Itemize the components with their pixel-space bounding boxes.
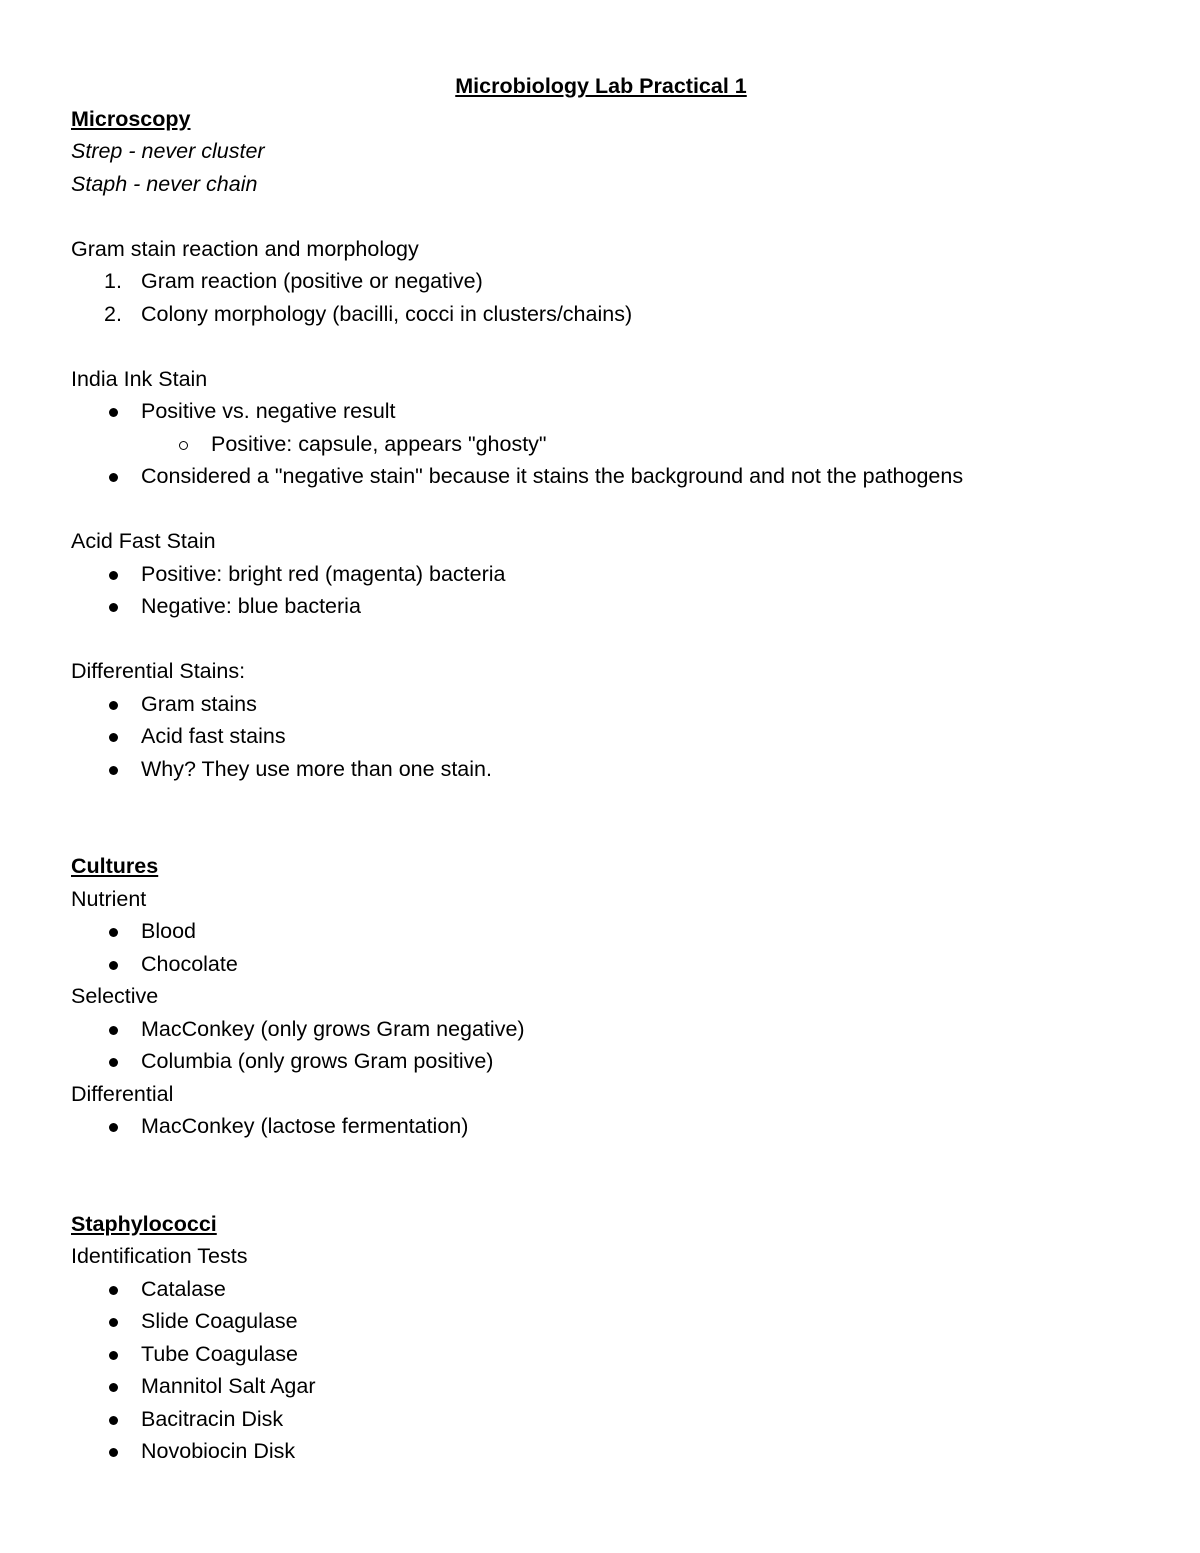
- list-item: [71, 1435, 1131, 1468]
- list-item-text: Positive: bright red (magenta) bacteria: [141, 561, 506, 586]
- bullet-icon: [109, 1416, 118, 1425]
- bullet-icon: [109, 1448, 118, 1457]
- label-nutrient: Nutrient: [71, 886, 147, 911]
- label-differential: Differential: [71, 1081, 174, 1106]
- list-item: [71, 590, 1131, 623]
- list-item: [71, 1045, 1131, 1078]
- list-item: [71, 558, 1131, 591]
- list-item-text: Gram reaction (positive or negative): [141, 269, 483, 293]
- list-item-text: Columbia (only grows Gram positive): [141, 1049, 494, 1073]
- list-item-text: Catalase: [141, 1276, 226, 1301]
- list-item: [71, 1403, 1131, 1436]
- bullet-icon: [109, 961, 118, 970]
- bullet-icon: [109, 1286, 118, 1295]
- note-staph: Staph - never chain: [71, 171, 258, 196]
- section-heading-microscopy: Microscopy: [71, 106, 191, 131]
- document-body: [71, 70, 1131, 1468]
- list-item: [71, 1013, 1131, 1046]
- bullet-icon: [109, 1383, 118, 1392]
- list-number: 1.: [104, 269, 122, 293]
- label-gram-stain: Gram stain reaction and morphology: [71, 236, 419, 261]
- list-item: [71, 1273, 1131, 1306]
- list-item: [71, 1110, 1131, 1143]
- list-subitem: [71, 428, 1131, 461]
- list-item: [71, 753, 1131, 786]
- list-item-text: Blood: [141, 919, 196, 943]
- list-item: [71, 395, 1131, 428]
- bullet-icon: [109, 408, 118, 417]
- list-item-text: Colony morphology (bacilli, cocci in clusters/chains): [141, 301, 633, 326]
- list-item-text: Bacitracin Disk: [141, 1406, 284, 1431]
- bullet-icon: [109, 1351, 118, 1360]
- bullet-icon: [109, 603, 118, 612]
- list-item-text: Positive: capsule, appears "ghosty": [211, 431, 547, 456]
- bullet-icon: [109, 1318, 118, 1327]
- label-acid-fast: Acid Fast Stain: [71, 529, 216, 553]
- label-differential-stains: Differential Stains:: [71, 659, 246, 683]
- list-item-text: Gram stains: [141, 691, 257, 716]
- list-item-text: Mannitol Salt Agar: [141, 1374, 316, 1398]
- bullet-icon: [109, 701, 118, 710]
- list-item-text: MacConkey (lactose fermentation): [141, 1114, 469, 1138]
- page-title: Microbiology Lab Practical 1: [455, 74, 747, 98]
- list-item: [71, 688, 1131, 721]
- list-item-text: Negative: blue bacteria: [141, 594, 361, 618]
- list-number: 2.: [104, 301, 122, 326]
- list-item-text: MacConkey (only grows Gram negative): [141, 1016, 525, 1041]
- bullet-icon: [109, 571, 118, 580]
- list-item-text: Chocolate: [141, 951, 238, 976]
- list-item: [71, 1370, 1131, 1403]
- list-item-text: Positive vs. negative result: [141, 399, 396, 423]
- list-item: [71, 1338, 1131, 1371]
- list-item-text: Slide Coagulase: [141, 1309, 298, 1333]
- note-strep: Strep - never cluster: [71, 139, 265, 163]
- hollow-bullet-icon: [179, 441, 188, 450]
- list-item: [71, 460, 1131, 493]
- list-item: [71, 915, 1131, 948]
- bullet-icon: [109, 928, 118, 937]
- list-item-text: Why? They use more than one stain.: [141, 756, 492, 781]
- list-item: [71, 948, 1131, 981]
- bullet-icon: [109, 1123, 118, 1132]
- bullet-icon: [109, 1026, 118, 1035]
- section-heading-staphylococci: Staphylococci: [71, 1211, 217, 1236]
- list-item: [71, 298, 1131, 331]
- list-item-text: Acid fast stains: [141, 724, 286, 748]
- label-identification-tests: Identification Tests: [71, 1244, 248, 1268]
- list-item: [71, 1305, 1131, 1338]
- list-item-text: Novobiocin Disk: [141, 1439, 296, 1463]
- section-heading-cultures: Cultures: [71, 854, 159, 878]
- list-item-text: Considered a "negative stain" because it stains the background and not the pathogens: [141, 464, 964, 488]
- label-india-ink: India Ink Stain: [71, 366, 208, 391]
- bullet-icon: [109, 473, 118, 482]
- bullet-icon: [109, 766, 118, 775]
- bullet-icon: [109, 1058, 118, 1067]
- list-item-text: Tube Coagulase: [141, 1341, 298, 1366]
- list-item: [71, 265, 1131, 298]
- bullet-icon: [109, 733, 118, 742]
- label-selective: Selective: [71, 984, 159, 1008]
- list-item: [71, 720, 1131, 753]
